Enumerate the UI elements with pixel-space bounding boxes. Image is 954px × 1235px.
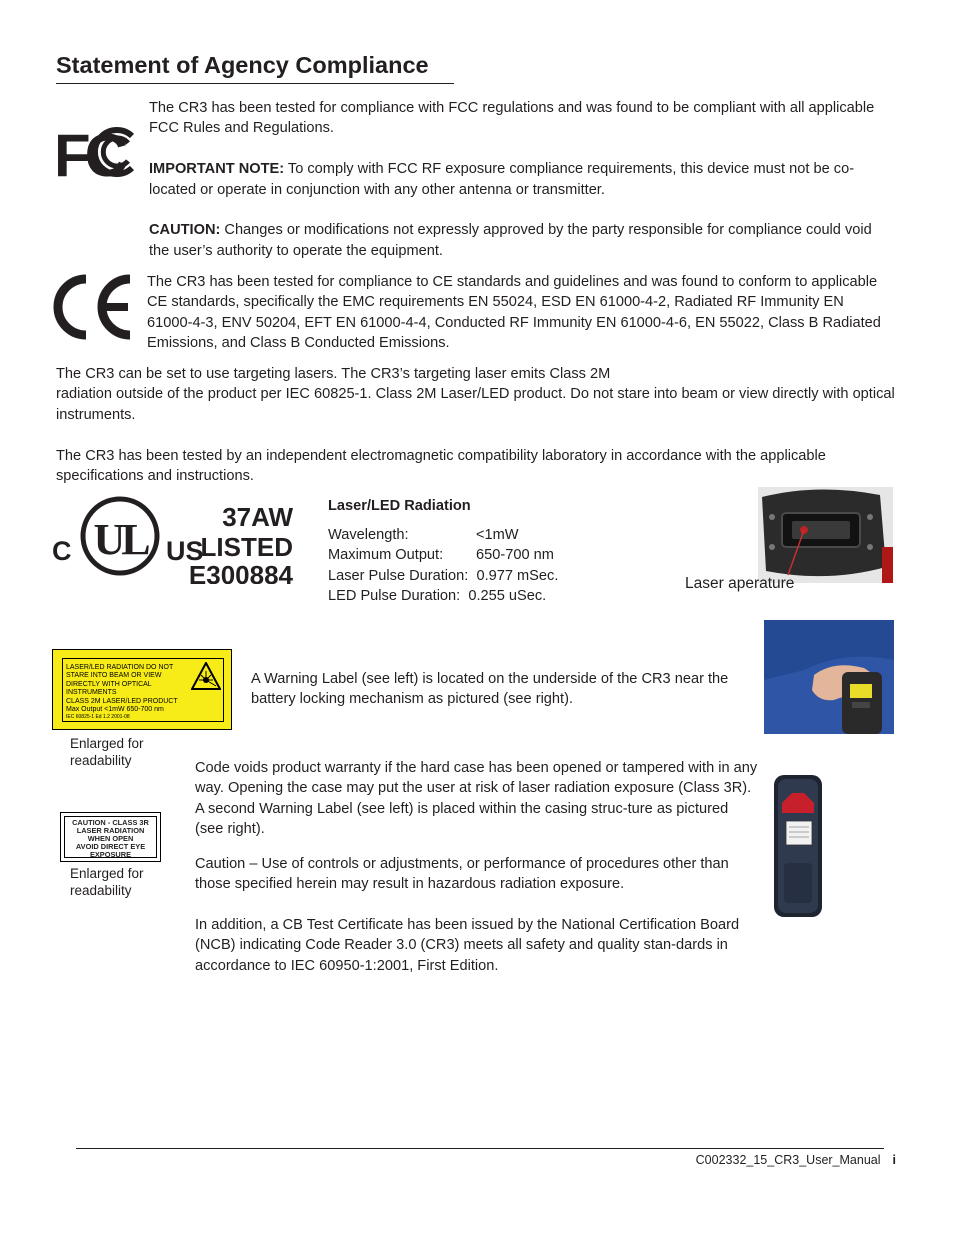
fcc-logo (54, 124, 134, 180)
ul-line2: LISTED (200, 532, 293, 562)
footer-doc-id: C002332_15_CR3_User_Manual (695, 1153, 881, 1167)
warning-label-caption: Enlarged for readability (70, 736, 144, 768)
emc-para: The CR3 has been tested by an independent electromagnetic compatibility laboratory in accordance with the applicable specifications and instructions. (56, 447, 826, 485)
fcc-para: The CR3 has been tested for compliance with FCC regulations and was found to be compliant with all applicable FCC Rules and Regulations. (149, 100, 875, 137)
class3r-caution-label (60, 812, 161, 862)
caution-line: LASER RADIATION (76, 826, 145, 835)
ul-mark: UL (93, 515, 147, 564)
warning-line: Max Output <1mW 650-700 nm (66, 706, 164, 714)
warning-line: LASER/LED RADIATION DO NOT (66, 664, 174, 671)
spec-value: <1mW (476, 527, 519, 543)
warranty-section (195, 758, 760, 976)
warning-line: STARE INTO BEAM OR VIEW (66, 672, 162, 680)
ul-listed-logo (50, 494, 300, 584)
ce-logo-text: CE (50, 273, 52, 274)
spec-row (328, 525, 628, 545)
caution-label-caption: Enlarged for readability (70, 866, 144, 898)
footer-rule (76, 1148, 884, 1149)
warning-line: DIRECTLY WITH OPTICAL (66, 680, 152, 688)
warning-line: INSTRUMENTS (66, 689, 117, 697)
ce-para: The CR3 has been tested for compliance to CE standards and guidelines and was found to conform to applicable CE standards, specifically the EMC requirements EN 55024, ESD EN 61000-4-2, Radiated RF Immunity EN 61000-4-3, ENV 50204, EFT EN 61000-4-4, Conducted RF Immunity EN 61000-4-6, EN 55022, Class B Radiated Emissions, and Class B Conducted Emissions. (147, 274, 881, 352)
spec-label: Wavelength: (328, 527, 409, 543)
warning-line: CLASS 2M LASER/LED PRODUCT (66, 697, 178, 705)
spec-value: 0.255 uSec. (468, 588, 547, 605)
spec-row (328, 545, 628, 565)
fcc-section (149, 98, 894, 261)
caution-label-text (61, 819, 160, 859)
device-underside-photo (764, 620, 894, 734)
laser-hazard-icon (191, 662, 221, 690)
ul-line1: 37AW (222, 502, 293, 532)
warranty-para: Code voids product warranty if the hard case has been opened or tampered with in any way. Opening the case may put the user at risk of laser radiation exposure (Class 3R). A second Warning Label (see left) is placed within the casing struc-ture as pictured (see right). (195, 760, 758, 838)
laser-line1: The CR3 can be set to use targeting lasers. The CR3’s targeting laser emits Class 2M (56, 366, 611, 382)
caution-controls-para: Caution – Use of controls or adjustments, or performance of procedures other than those specified herein may result in hazardous radiation exposure. (195, 855, 729, 893)
page-footer (600, 1151, 896, 1169)
ul-us: US (166, 536, 204, 566)
cb-certificate-para: In addition, a CB Test Certificate has been issued by the National Certification Board (NCB) indicating Code Reader 3.0 (CR3) meets all safety and quality stan-dards in accordance to IEC 60950-1:2001, First Edition. (195, 916, 740, 974)
caution-line: EXPOSURE (89, 850, 132, 859)
spec-row (328, 566, 628, 586)
caution-text: Changes or modifications not expressly approved by the party responsible for compliance could void the user’s authority to operate the equipment. (149, 222, 872, 259)
warning-line: IEC 60825-1 Ed 1.2 2001-08 (66, 714, 130, 721)
spec-value: 0.977 mSec. (476, 567, 559, 584)
caution-line: CAUTION - CLASS 3R (72, 818, 149, 827)
ul-c: C (52, 536, 72, 566)
warning-label-text-para: A Warning Label (see left) is located on the underside of the CR3 near the battery locking mechanism as pictured (see right). (251, 671, 729, 708)
caution-line: WHEN OPEN (87, 834, 134, 843)
fcc-logo-text: FC (54, 124, 122, 180)
spec-label: Maximum Output: (328, 547, 444, 564)
fcc-caution (149, 220, 894, 261)
title-underline (56, 83, 454, 84)
note-text: To comply with FCC RF exposure compliance requirements, this device must not be co-located or operate in conjunction with any other antenna or transmitter. (149, 161, 855, 198)
ul-line3: E300884 (188, 560, 293, 584)
warning-label-text (66, 664, 186, 720)
radiation-heading: Laser/LED Radiation (328, 498, 471, 514)
aperture-label: Laser aperature (685, 575, 795, 592)
spec-row (328, 586, 628, 606)
footer-page-number: i (892, 1153, 896, 1167)
laser-warning-label (52, 649, 232, 730)
note-label: IMPORTANT NOTE: (149, 161, 285, 178)
spec-value: 650-700 nm (476, 547, 554, 564)
laser-line2: radiation outside of the product per IEC 60825-1. Class 2M Laser/LED product. Do not stare into beam or view directly with optical instruments. (56, 386, 895, 423)
fcc-important-note (149, 159, 894, 200)
spec-label: LED Pulse Duration: (328, 588, 461, 605)
spec-label: Laser Pulse Duration: (328, 567, 469, 584)
radiation-spec-list (328, 525, 628, 607)
ce-logo (50, 273, 134, 341)
caution-label: CAUTION: (149, 222, 221, 239)
laser-aperture-photo (758, 487, 893, 583)
device-casing-photo (770, 773, 826, 919)
page-title: Statement of Agency Compliance (56, 52, 429, 78)
laser-section (56, 364, 896, 486)
caution-line: AVOID DIRECT EYE (75, 842, 146, 851)
